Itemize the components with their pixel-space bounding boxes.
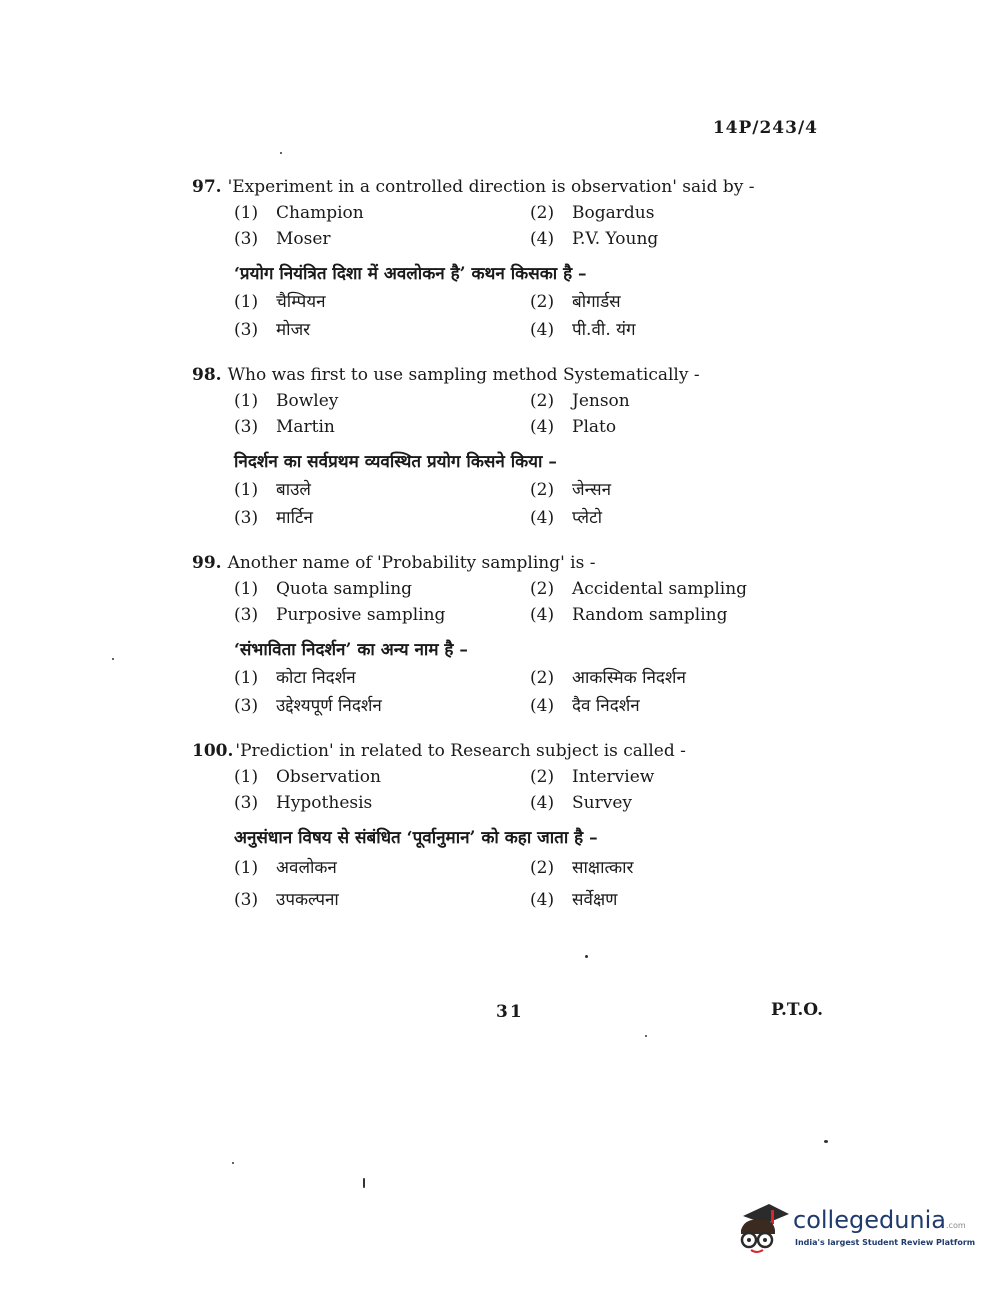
option: (1) कोटा निदर्शन [234, 668, 356, 688]
option: (3) मार्टिन [234, 508, 313, 528]
option: (2) जेन्सन [530, 480, 612, 500]
option: (3) Purposive sampling [234, 605, 446, 625]
question-text-hi: ‘प्रयोग नियंत्रित दिशा में अवलोकन है’ कथन किसका है – [234, 264, 587, 284]
question-text-en [192, 174, 772, 200]
question-text-en [192, 738, 772, 764]
question-97 [192, 174, 772, 344]
option: (4) प्लेटो [530, 508, 603, 528]
scan-speck [112, 658, 114, 660]
option: (3) Martin [234, 417, 335, 437]
collegedunia-logo [735, 1198, 976, 1260]
option: (3) मोजर [234, 320, 311, 340]
option: (3) उपकल्पना [234, 890, 339, 910]
question-98 [192, 362, 772, 532]
option: (4) पी.वी. यंग [530, 320, 636, 340]
option: (2) बोगार्डस [530, 292, 621, 312]
scan-speck [280, 152, 282, 154]
options-en [234, 388, 772, 440]
pto-label: P.T.O. [771, 1000, 823, 1020]
paper-code: 14P/243/4 [712, 118, 818, 138]
question-text-en [192, 362, 772, 388]
options-hi [234, 288, 772, 344]
question-text: 'Prediction' in related to Research subject is called - [235, 741, 686, 761]
options-en [234, 200, 772, 252]
option: (4) दैव निदर्शन [530, 696, 640, 716]
question-100 [192, 738, 772, 916]
option: (1) चैम्पियन [234, 292, 326, 312]
question-text: Who was first to use sampling method Systematically - [227, 365, 700, 385]
option: (2) आकस्मिक निदर्शन [530, 668, 686, 688]
options-en [234, 764, 772, 816]
question-number: 97. [192, 177, 222, 197]
options-en [234, 576, 772, 628]
question-number: 100. [192, 741, 234, 761]
question-text: 'Experiment in a controlled direction is observation' said by - [227, 177, 755, 197]
option: (4) P.V. Young [530, 229, 659, 249]
scan-speck [232, 1162, 234, 1164]
option: (1) Observation [234, 767, 381, 787]
scan-speck [585, 955, 588, 958]
option: (2) Jenson [530, 391, 630, 411]
option: (3) उद्देश्यपूर्ण निदर्शन [234, 696, 382, 716]
option: (4) Plato [530, 417, 617, 437]
options-hi [234, 476, 772, 532]
scan-speck [824, 1140, 828, 1143]
option: (3) Hypothesis [234, 793, 373, 813]
question-number: 99. [192, 553, 222, 573]
question-text-hi: अनुसंधान विषय से संबंधित ‘पूर्वानुमान’ को कहा जाता है – [234, 828, 598, 848]
question-text-hi: निदर्शन का सर्वप्रथम व्यवस्थित प्रयोग किसने किया – [234, 452, 557, 472]
student-mascot-icon [735, 1200, 791, 1256]
page-number: 31 [496, 1002, 524, 1022]
question-text-en [192, 550, 772, 576]
option: (4) Survey [530, 793, 632, 813]
logo-brand: collegedunia.com [793, 1206, 966, 1234]
option: (2) Interview [530, 767, 655, 787]
option: (1) Champion [234, 203, 364, 223]
option: (1) अवलोकन [234, 858, 337, 878]
option: (1) Quota sampling [234, 579, 413, 599]
question-text-hi: ‘संभाविता निदर्शन’ का अन्य नाम है – [234, 640, 468, 660]
option: (3) Moser [234, 229, 331, 249]
scan-speck [645, 1035, 647, 1037]
options-hi [234, 852, 772, 916]
options-hi [234, 664, 772, 720]
option: (1) Bowley [234, 391, 339, 411]
option: (4) सर्वेक्षण [530, 890, 618, 910]
logo-tagline: India's largest Student Review Platform [795, 1238, 976, 1247]
question-number: 98. [192, 365, 222, 385]
scan-speck [363, 1178, 365, 1188]
option: (2) Accidental sampling [530, 579, 748, 599]
option: (2) Bogardus [530, 203, 655, 223]
option: (1) बाउले [234, 480, 311, 500]
option: (4) Random sampling [530, 605, 728, 625]
option: (2) साक्षात्कार [530, 858, 634, 878]
question-text: Another name of 'Probability sampling' is - [227, 553, 596, 573]
question-99 [192, 550, 772, 720]
